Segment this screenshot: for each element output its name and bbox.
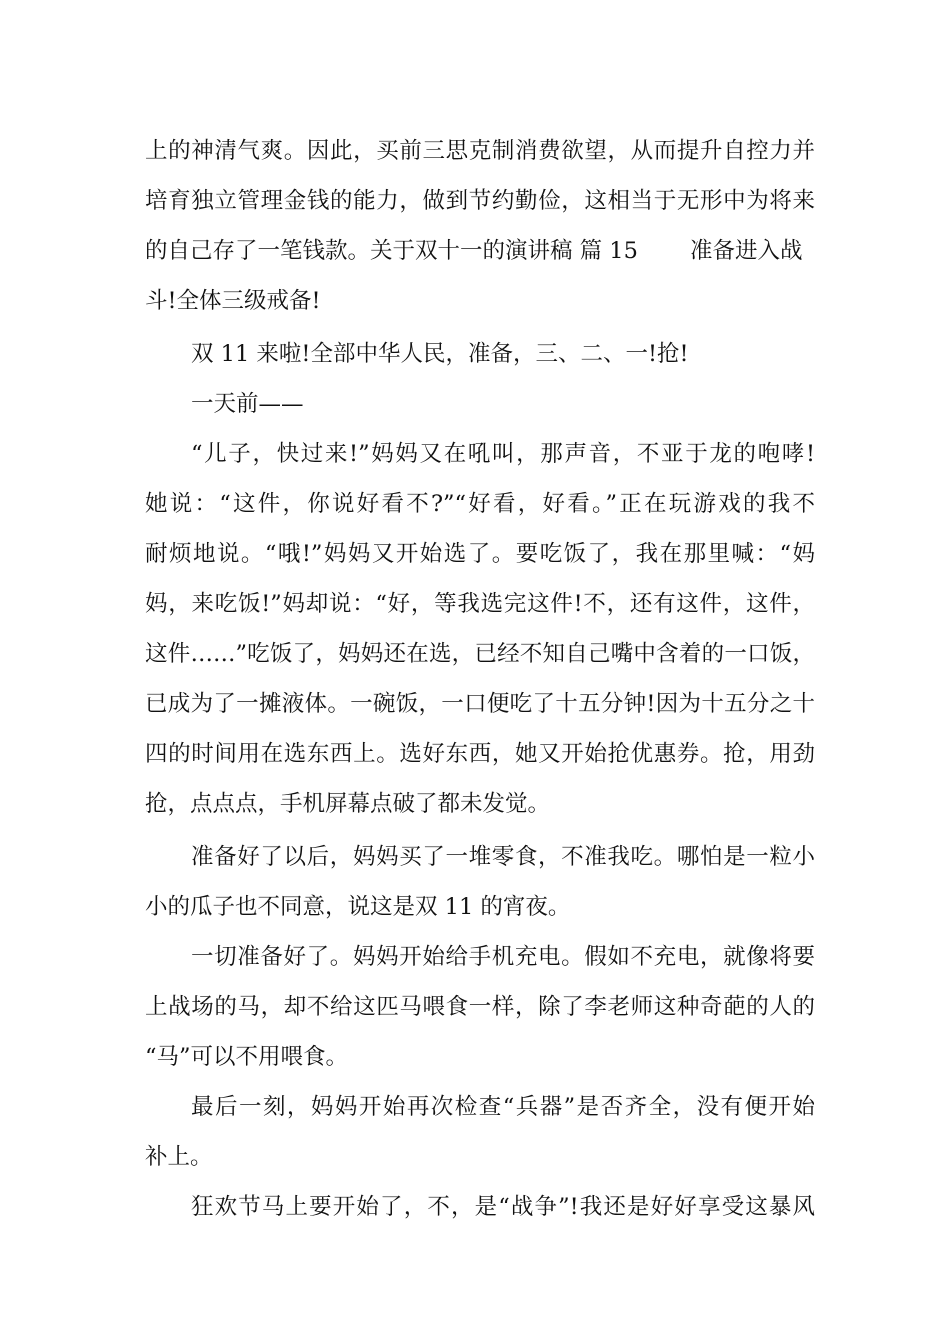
text-line: 耐烦地说。“哦!”妈妈又开始选了。要吃饭了，我在那里喊：“妈 (145, 541, 815, 567)
text-line: 补上。 (145, 1144, 213, 1170)
text-line: “儿子，快过来!”妈妈又在吼叫，那声音，不亚于龙的咆哮! (191, 441, 815, 467)
text-line: 抢，点点点，手机屏幕点破了都未发觉。 (145, 791, 551, 817)
text-line: 这件……”吃饭了，妈妈还在选，已经不知自己嘴中含着的一口饭， (145, 641, 815, 667)
text-segment: 的自己存了一笔钱款。关于双十一的演讲稿 篇 15 (145, 238, 638, 264)
text-segment: 准备进入战 (689, 238, 803, 264)
text-line: 狂欢节马上要开始了，不，是“战争”!我还是好好享受这暴风 (191, 1194, 815, 1220)
text-line: 准备好了以后，妈妈买了一堆零食，不准我吃。哪怕是一粒小 (191, 844, 815, 870)
text-line: 培育独立管理金钱的能力，做到节约勤俭，这相当于无形中为将来 (145, 188, 815, 214)
text-line: 已成为了一摊液体。一碗饭，一口便吃了十五分钟!因为十五分之十 (145, 691, 815, 717)
text-line: 斗!全体三级戒备! (145, 288, 321, 314)
text-line: “马”可以不用喂食。 (145, 1044, 349, 1070)
text-line: 妈，来吃饭!”妈却说：“好，等我选完这件!不，还有这件，这件， (145, 591, 815, 617)
text-line: 最后一刻，妈妈开始再次检查“兵器”是否齐全，没有便开始 (191, 1094, 815, 1120)
text-line: 上的神清气爽。因此，买前三思克制消费欲望，从而提升自控力并 (145, 138, 815, 164)
text-line: 上战场的马，却不给这匹马喂食一样，除了李老师这种奇葩的人的 (145, 994, 815, 1020)
text-line: 一天前—— (191, 391, 304, 417)
text-line: 一切准备好了。妈妈开始给手机充电。假如不充电，就像将要 (191, 944, 815, 970)
text-line: 她说：“这件，你说好看不?”“好看，好看。”正在玩游戏的我不 (145, 491, 815, 517)
text-line: 双 11 来啦!全部中华人民，准备，三、二、一!抢! (191, 341, 689, 367)
text-line (145, 231, 815, 271)
text-line: 小的瓜子也不同意，说这是双 11 的宵夜。 (145, 894, 571, 920)
text-line: 四的时间用在选东西上。选好东西，她又开始抢优惠券。抢，用劲 (145, 741, 815, 767)
